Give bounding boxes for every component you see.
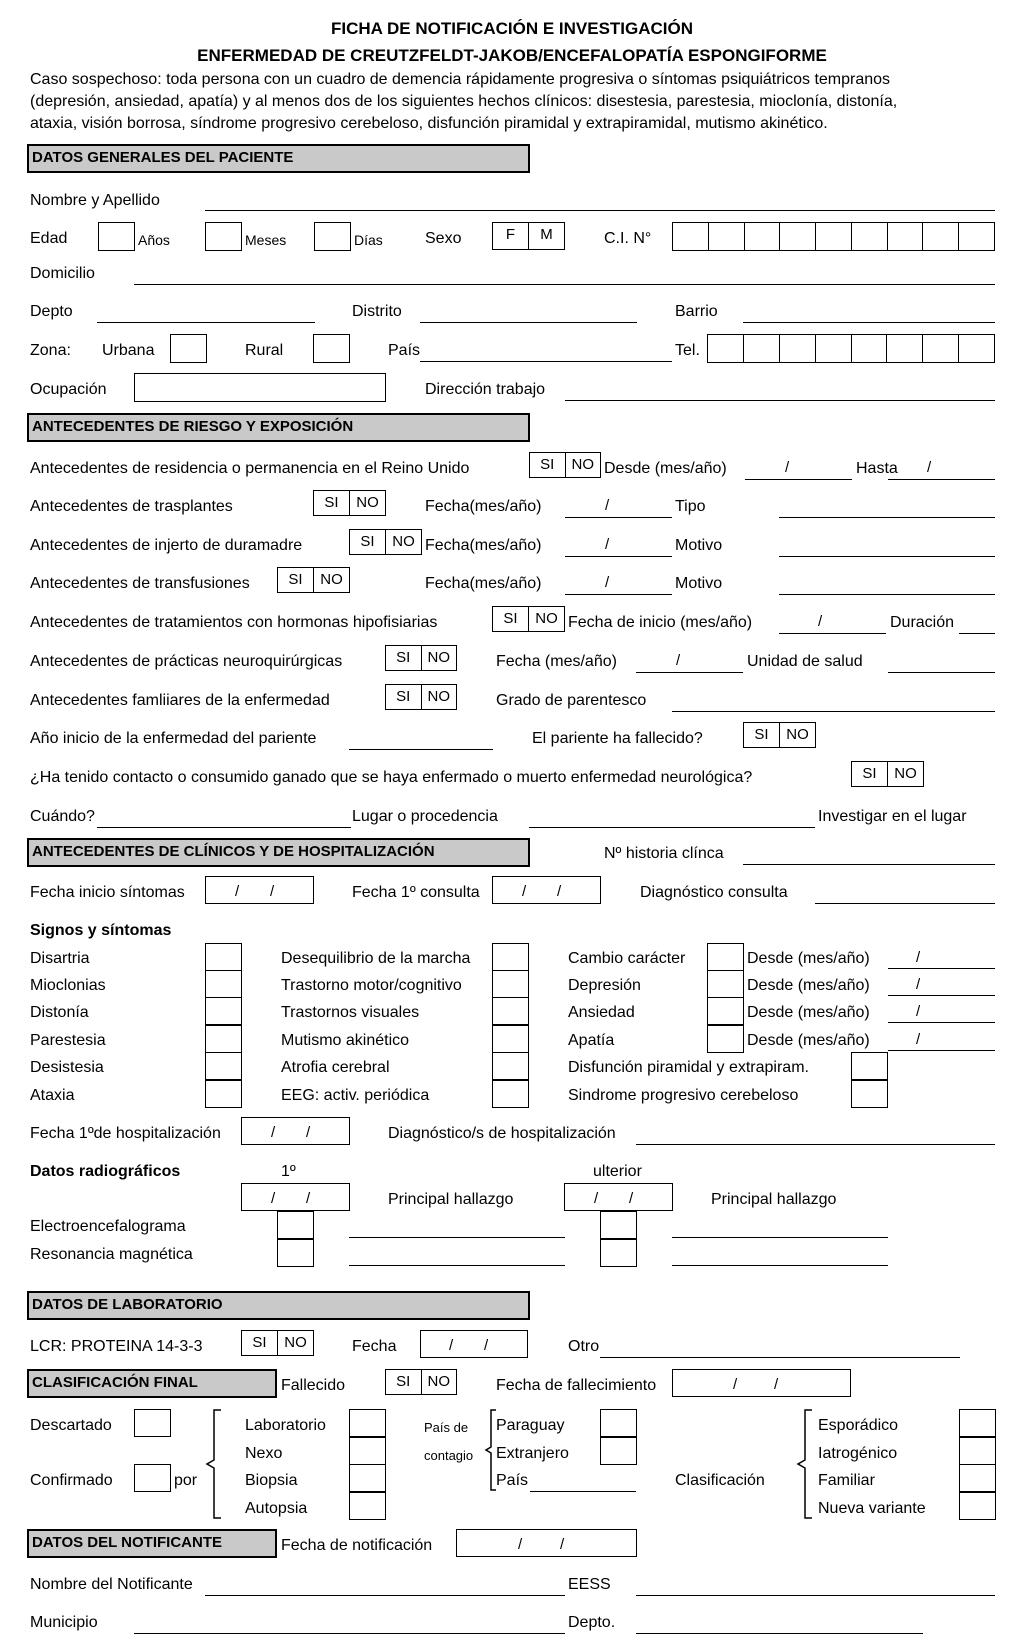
- sexo-selector[interactable]: [492, 222, 565, 250]
- tipo-iatrogenico: Iatrogénico: [818, 1445, 898, 1462]
- sexo-label: Sexo: [425, 230, 462, 247]
- ano-inicio-input[interactable]: [349, 749, 493, 750]
- nombre-input[interactable]: [205, 210, 995, 211]
- pais-de-label: País de: [424, 1420, 469, 1435]
- sintoma-sindrome: Sindrome progresivo cerebeloso: [568, 1087, 799, 1104]
- urbana-label: Urbana: [102, 342, 155, 359]
- barrio-label: Barrio: [675, 303, 718, 320]
- notificante-depto-input[interactable]: [636, 1633, 923, 1634]
- clasificacion-label: Clasificación: [675, 1472, 765, 1489]
- pais-input[interactable]: [420, 361, 672, 362]
- transfusiones-motivo-input[interactable]: [779, 594, 995, 595]
- sintoma-disfuncion: Disfunción piramidal y extrapiram.: [568, 1059, 809, 1076]
- duramadre-si-no[interactable]: SI NO: [349, 529, 422, 555]
- ocupacion-input[interactable]: [134, 373, 386, 402]
- lab-fecha-label: Fecha: [352, 1338, 397, 1355]
- distonia-checkbox[interactable]: [205, 997, 242, 1025]
- resonancia-ulterior-checkbox[interactable]: [600, 1239, 637, 1267]
- section-datos-generales: DATOS GENERALES DEL PACIENTE: [27, 144, 530, 173]
- depresion-desde-input[interactable]: [888, 995, 995, 996]
- edad-meses-box[interactable]: [205, 222, 242, 251]
- hormonas-label: Antecedentes de tratamientos con hormonas hipofisiarias: [30, 614, 438, 631]
- duramadre-motivo-input[interactable]: [779, 556, 995, 557]
- transfusiones-fecha-label: Fecha(mes/año): [425, 575, 542, 592]
- metodo-nexo: Nexo: [245, 1445, 283, 1462]
- hormonas-fecha-input[interactable]: [779, 633, 886, 634]
- sintoma-apatia: Apatía: [568, 1032, 615, 1049]
- lcr-label: LCR: PROTEINA 14-3-3: [30, 1338, 203, 1355]
- laboratorio-checkbox[interactable]: [349, 1409, 386, 1437]
- section-notificante: DATOS DEL NOTIFICANTE: [27, 1529, 277, 1558]
- sintoma-trastornos-visuales: Trastornos visuales: [281, 1004, 420, 1021]
- ci-input[interactable]: [672, 222, 995, 251]
- familiares-label: Antecedentes famliiares de la enfermedad: [30, 692, 330, 709]
- notificante-depto-label: Depto.: [568, 1614, 616, 1631]
- parentesco-label: Grado de parentesco: [496, 692, 647, 709]
- por-label: por: [174, 1472, 198, 1489]
- fecha-hospitalizacion-label: Fecha 1ºde hospitalización: [30, 1125, 221, 1142]
- transfusiones-si-no[interactable]: SI NO: [277, 567, 350, 593]
- electroencefalograma-label: Electroencefalograma: [30, 1218, 186, 1235]
- pais-contagio-label: País: [496, 1472, 529, 1489]
- duramadre-motivo-label: Motivo: [675, 537, 723, 554]
- datos-radiograficos-heading: Datos radiográficos: [30, 1163, 181, 1180]
- reino-unido-si-no[interactable]: SI NO: [529, 452, 601, 478]
- parentesco-input[interactable]: [672, 711, 995, 712]
- sindrome-checkbox[interactable]: [851, 1080, 888, 1108]
- descartado-label: Descartado: [30, 1417, 112, 1434]
- hormonas-duracion-label: Duración: [890, 614, 955, 631]
- pais-label: País: [388, 342, 421, 359]
- zona-label: Zona:: [30, 342, 71, 359]
- sintoma-disartria: Disartria: [30, 950, 90, 967]
- unidad-salud-input[interactable]: [888, 672, 995, 673]
- depto-label: Depto: [30, 303, 73, 320]
- cambio-desde-input[interactable]: [888, 968, 995, 969]
- rural-label: Rural: [245, 342, 284, 359]
- desistesia-checkbox[interactable]: [205, 1052, 242, 1080]
- mioclonias-checkbox[interactable]: [205, 970, 242, 998]
- fecha-fallecimiento-label: Fecha de fallecimiento: [496, 1377, 657, 1394]
- fecha-fallecimiento-input[interactable]: [672, 1369, 851, 1397]
- biopsia-checkbox[interactable]: [349, 1464, 386, 1492]
- tel-input[interactable]: [707, 334, 995, 363]
- transfusiones-motivo-label: Motivo: [675, 575, 723, 592]
- metodo-biopsia: Biopsia: [245, 1472, 298, 1489]
- apatia-desde-label: Desde (mes/año): [747, 1032, 870, 1049]
- hormonas-duracion-input[interactable]: [959, 633, 995, 634]
- sintoma-parestesia: Parestesia: [30, 1032, 106, 1049]
- familiar-checkbox[interactable]: [959, 1464, 996, 1492]
- contagio-label: contagio: [424, 1448, 474, 1463]
- edad-anos-box[interactable]: [98, 222, 135, 251]
- form-title: FICHA DE NOTIFICACIÓN E INVESTIGACIÓN: [330, 19, 694, 38]
- sintoma-mutismo: Mutismo akinético: [281, 1032, 410, 1049]
- transfusiones-label: Antecedentes de transfusiones: [30, 575, 250, 592]
- lcr-si-no[interactable]: SI NO: [241, 1330, 314, 1356]
- hormonas-fecha-label: Fecha de inicio (mes/año): [568, 614, 753, 631]
- meses-label: Meses: [245, 232, 287, 248]
- fecha-notificacion-label: Fecha de notificación: [281, 1537, 433, 1554]
- reino-unido-hasta-input[interactable]: [888, 479, 995, 480]
- sintoma-ataxia: Ataxia: [30, 1087, 75, 1104]
- sintoma-ansiedad: Ansiedad: [568, 1004, 635, 1021]
- ansiedad-checkbox[interactable]: [707, 997, 744, 1025]
- signos-sintomas-heading: Signos y síntomas: [30, 922, 172, 939]
- esporadico-checkbox[interactable]: [959, 1409, 996, 1437]
- paraguay-checkbox[interactable]: [600, 1409, 637, 1437]
- metodos-bracket-icon: [205, 1408, 225, 1520]
- tipo-esporadico: Esporádico: [818, 1417, 899, 1434]
- clasificacion-bracket-icon: [796, 1408, 816, 1520]
- historia-clinica-input[interactable]: [743, 864, 995, 865]
- depto-input[interactable]: [97, 322, 315, 323]
- disfuncion-checkbox[interactable]: [851, 1052, 888, 1080]
- reino-unido-desde-label: Desde (mes/año): [604, 460, 727, 477]
- intro-line-3: ataxia, visión borrosa, síndrome progresivo cerebeloso, disfunción piramidal y extrapiramidal, mutismo akinético.: [30, 115, 828, 132]
- pariente-fallecido-si-no[interactable]: SI NO: [743, 722, 816, 748]
- eeg-checkbox[interactable]: [492, 1080, 529, 1108]
- depresion-desde-label: Desde (mes/año): [747, 977, 870, 994]
- eess-input[interactable]: [636, 1595, 995, 1596]
- fecha-consulta-label: Fecha 1º consulta: [352, 884, 480, 901]
- nombre-label: Nombre y Apellido: [30, 192, 160, 209]
- tipo-nueva-variante: Nueva variante: [818, 1500, 926, 1517]
- neuroquirurgicas-fecha-input[interactable]: [636, 672, 743, 673]
- trasplantes-fecha-input[interactable]: [565, 517, 672, 518]
- dias-label: Días: [354, 232, 383, 248]
- ci-label: C.I. N°: [604, 230, 652, 247]
- diagnostico-hospitalizacion-label: Diagnóstico/s de hospitalización: [388, 1125, 616, 1142]
- otro-input[interactable]: [600, 1357, 960, 1358]
- apatia-desde-input[interactable]: [888, 1050, 995, 1051]
- descartado-checkbox[interactable]: [134, 1409, 171, 1437]
- trastornos-visuales-checkbox[interactable]: [492, 997, 529, 1025]
- sexo-m[interactable]: M: [540, 226, 553, 243]
- section-riesgo: ANTECEDENTES DE RIESGO Y EXPOSICIÓN: [27, 413, 530, 442]
- nombre-notificante-input[interactable]: [205, 1595, 565, 1596]
- ataxia-checkbox[interactable]: [205, 1080, 242, 1108]
- duramadre-label: Antecedentes de injerto de duramadre: [30, 537, 303, 554]
- radio-fecha-ulterior-input[interactable]: [564, 1183, 673, 1211]
- section-laboratorio: DATOS DE LABORATORIO: [27, 1291, 530, 1320]
- section-clinicos: ANTECEDENTES DE CLÍNICOS Y DE HOSPITALIZACIÓN: [27, 838, 530, 867]
- tipo-familiar: Familiar: [818, 1472, 875, 1489]
- atrofia-checkbox[interactable]: [492, 1052, 529, 1080]
- hallazgo-ulterior-label: Principal hallazgo: [711, 1191, 837, 1208]
- eeg-hallazgo-ulterior-input[interactable]: [672, 1237, 888, 1238]
- barrio-input[interactable]: [743, 322, 995, 323]
- autopsia-checkbox[interactable]: [349, 1492, 386, 1520]
- primero-label: 1º: [281, 1163, 296, 1180]
- fecha-inicio-sintomas-label: Fecha inicio síntomas: [30, 884, 185, 901]
- contacto-ganado-label: ¿Ha tenido contacto o consumido ganado que se haya enfermado o muerto enfermedad neurológica?: [30, 769, 753, 786]
- domicilio-label: Domicilio: [30, 265, 95, 282]
- diagnostico-consulta-label: Diagnóstico consulta: [640, 884, 788, 901]
- sintoma-eeg: EEG: activ. periódica: [281, 1087, 430, 1104]
- fecha-notificacion-input[interactable]: [456, 1529, 637, 1557]
- familiares-si-no[interactable]: SI NO: [385, 684, 457, 710]
- sintoma-atrofia: Atrofia cerebral: [281, 1059, 390, 1076]
- municipio-input[interactable]: [134, 1633, 565, 1634]
- intro-line-1: Caso sospechoso: toda persona con un cuadro de demencia rápidamente progresiva o síntomas psiquiátricos tempranos: [30, 71, 891, 88]
- direccion-trabajo-input[interactable]: [565, 400, 995, 401]
- resonancia-hallazgo-ulterior-input[interactable]: [672, 1265, 888, 1266]
- paraguay-label: Paraguay: [496, 1417, 565, 1434]
- unidad-salud-label: Unidad de salud: [747, 653, 863, 670]
- resonancia-1-checkbox[interactable]: [277, 1239, 314, 1267]
- confirmado-label: Confirmado: [30, 1472, 113, 1489]
- diagnostico-consulta-input[interactable]: [815, 903, 995, 904]
- transfusiones-fecha-input[interactable]: [565, 594, 672, 595]
- neuroquirurgicas-fecha-label: Fecha (mes/año): [496, 653, 617, 670]
- extranjero-checkbox[interactable]: [600, 1437, 637, 1465]
- sintoma-desequilibrio: Desequilibrio de la marcha: [281, 950, 471, 967]
- trasplantes-tipo-label: Tipo: [675, 498, 706, 515]
- distrito-label: Distrito: [352, 303, 402, 320]
- sintoma-depresion: Depresión: [568, 977, 641, 994]
- ano-inicio-label: Año inicio de la enfermedad del pariente: [30, 730, 317, 747]
- reino-unido-desde-input[interactable]: [745, 479, 852, 480]
- fecha-hospitalizacion-input[interactable]: [241, 1117, 350, 1145]
- mutismo-checkbox[interactable]: [492, 1025, 529, 1053]
- sexo-f[interactable]: F: [493, 223, 529, 249]
- ansiedad-desde-label: Desde (mes/año): [747, 1004, 870, 1021]
- diagnostico-hospitalizacion-input[interactable]: [636, 1144, 995, 1145]
- confirmado-checkbox[interactable]: [134, 1464, 171, 1492]
- sintoma-mioclonias: Mioclonias: [30, 977, 106, 994]
- nueva-variante-checkbox[interactable]: [959, 1492, 996, 1520]
- parestesia-checkbox[interactable]: [205, 1025, 242, 1053]
- apatia-checkbox[interactable]: [707, 1025, 744, 1053]
- nexo-checkbox[interactable]: [349, 1437, 386, 1465]
- fallecido-label: Fallecido: [281, 1377, 346, 1394]
- investigar-label: Investigar en el lugar: [818, 808, 967, 825]
- hormonas-si-no[interactable]: SI NO: [492, 606, 565, 632]
- cambio-caracter-checkbox[interactable]: [707, 943, 744, 971]
- cuando-label: Cuándo?: [30, 808, 95, 825]
- duramadre-fecha-label: Fecha(mes/año): [425, 537, 542, 554]
- form-subtitle: ENFERMEDAD DE CREUTZFELDT-JAKOB/ENCEFALOPATÍA ESPONGIFORME: [197, 46, 827, 65]
- lugar-label: Lugar o procedencia: [352, 808, 498, 825]
- pariente-fallecido-label: El pariente ha fallecido?: [532, 730, 703, 747]
- tel-label: Tel.: [675, 342, 700, 359]
- nombre-notificante-label: Nombre del Notificante: [30, 1576, 193, 1593]
- trastorno-motor-checkbox[interactable]: [492, 970, 529, 998]
- duramadre-fecha-input[interactable]: [565, 556, 672, 557]
- extranjero-label: Extranjero: [496, 1445, 569, 1462]
- distrito-input[interactable]: [420, 322, 637, 323]
- desequilibrio-checkbox[interactable]: [492, 943, 529, 971]
- intro-line-2: (depresión, ansiedad, apatía) y al menos dos de los siguientes hechos clínicos: disestesia, parestesia, mioclonía, distonía,: [30, 93, 898, 110]
- section-clasificacion: CLASIFICACIÓN FINAL: [27, 1369, 277, 1398]
- fallecido-si-no[interactable]: SI NO: [385, 1369, 457, 1395]
- eess-label: EESS: [568, 1576, 611, 1593]
- neuroquirurgicas-si-no[interactable]: SI NO: [385, 645, 457, 671]
- metodo-laboratorio: Laboratorio: [245, 1417, 326, 1434]
- reino-unido-hasta-label: Hasta: [856, 460, 898, 477]
- direccion-trabajo-label: Dirección trabajo: [425, 381, 546, 398]
- sintoma-cambio-caracter: Cambio carácter: [568, 950, 686, 967]
- otro-label: Otro: [568, 1338, 600, 1355]
- trasplantes-label: Antecedentes de trasplantes: [30, 498, 233, 515]
- sintoma-desistesia: Desistesia: [30, 1059, 104, 1076]
- cuando-input[interactable]: [97, 827, 351, 828]
- fecha-inicio-sintomas-input[interactable]: [205, 876, 314, 904]
- edad-dias-box[interactable]: [314, 222, 351, 251]
- municipio-label: Municipio: [30, 1614, 98, 1631]
- historia-clinica-label: Nº historia clínca: [604, 845, 724, 862]
- trasplantes-tipo-input[interactable]: [779, 517, 995, 518]
- eeg-1-checkbox[interactable]: [277, 1211, 314, 1239]
- trasplantes-fecha-label: Fecha(mes/año): [425, 498, 542, 515]
- metodo-autopsia: Autopsia: [245, 1500, 308, 1517]
- anos-label: Años: [138, 232, 170, 248]
- eeg-hallazgo-1-input[interactable]: [349, 1237, 565, 1238]
- domicilio-input[interactable]: [134, 284, 995, 285]
- lab-fecha-input[interactable]: [420, 1330, 528, 1358]
- pais-contagio-input[interactable]: [530, 1491, 636, 1492]
- urbana-checkbox[interactable]: [170, 334, 207, 363]
- hallazgo-1-label: Principal hallazgo: [388, 1191, 514, 1208]
- reino-unido-label: Antecedentes de residencia o permanencia en el Reino Unido: [30, 460, 470, 477]
- eeg-ulterior-checkbox[interactable]: [600, 1211, 637, 1239]
- resonancia-label: Resonancia magnética: [30, 1246, 193, 1263]
- fecha-consulta-input[interactable]: [492, 876, 601, 904]
- ansiedad-desde-input[interactable]: [888, 1022, 995, 1023]
- depresion-checkbox[interactable]: [707, 970, 744, 998]
- ocupacion-label: Ocupación: [30, 381, 107, 398]
- iatrogenico-checkbox[interactable]: [959, 1437, 996, 1465]
- resonancia-hallazgo-1-input[interactable]: [349, 1265, 565, 1266]
- sintoma-trastorno-motor: Trastorno motor/cognitivo: [281, 977, 462, 994]
- radio-fecha-1-input[interactable]: [241, 1183, 350, 1211]
- sintoma-distonia: Distonía: [30, 1004, 89, 1021]
- ulterior-label: ulterior: [593, 1163, 642, 1180]
- trasplantes-si-no[interactable]: SI NO: [313, 490, 386, 516]
- cambio-desde-label: Desde (mes/año): [747, 950, 870, 967]
- edad-label: Edad: [30, 230, 68, 247]
- neuroquirurgicas-label: Antecedentes de prácticas neuroquirúrgicas: [30, 653, 343, 670]
- contacto-ganado-si-no[interactable]: SI NO: [851, 761, 924, 787]
- lugar-input[interactable]: [529, 827, 815, 828]
- rural-checkbox[interactable]: [313, 334, 350, 363]
- disartria-checkbox[interactable]: [205, 943, 242, 971]
